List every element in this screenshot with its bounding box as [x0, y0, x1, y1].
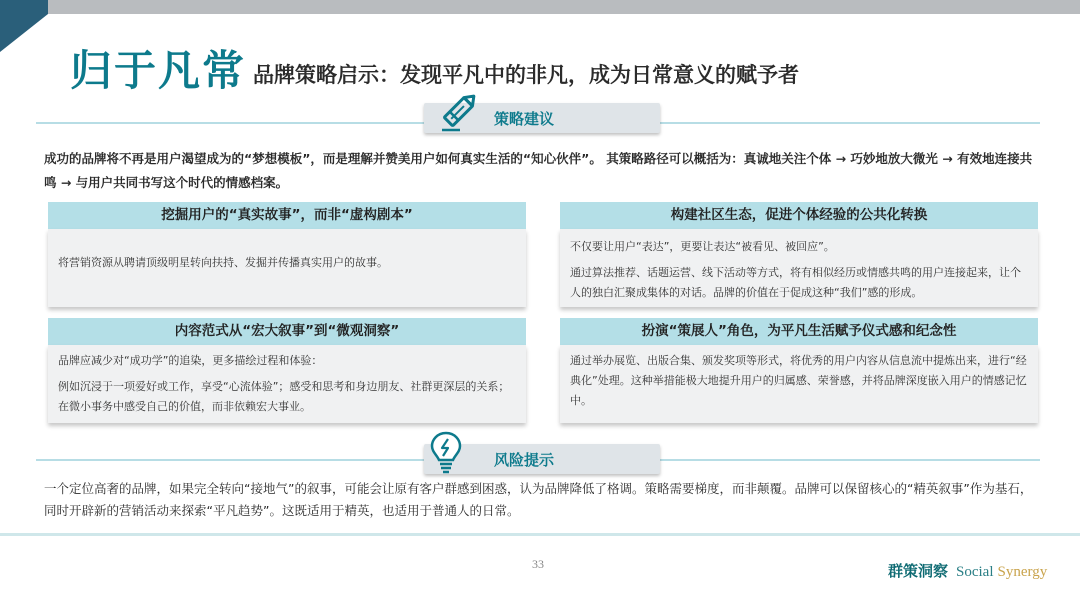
- card-title: 扮演“策展人”角色，为平凡生活赋予仪式感和纪念性: [560, 318, 1038, 345]
- strategy-card: [48, 318, 526, 423]
- card-text: 例如沉浸于一项爱好或工作，享受“心流体验”；感受和思考和身边朋友、社群更深层的关系；在微小事务中感受自己的价值，而非依赖宏大事业。: [58, 380, 510, 413]
- card-body: [560, 345, 1038, 423]
- strategy-intro: 成功的品牌将不再是用户渴望成为的“梦想模板”，而是理解并赞美用户如何真实生活的“知心伙伴”。 其策略路径可以概括为：真诚地关注个体 → 巧妙地放大微光 → 有效地连接共鸣 → 与用户共同书写这个时代的情感档案。: [44, 151, 1033, 190]
- card-body: [48, 345, 526, 423]
- strategy-section-label: 策略建议: [494, 110, 555, 128]
- pencil-icon: [436, 88, 482, 134]
- risk-section-label: 风险提示: [494, 451, 555, 469]
- strategy-card: [560, 202, 1038, 307]
- corner-decoration: [0, 0, 48, 52]
- card-text: 通过算法推荐、话题运营、线下活动等方式，将有相似经历或情感共鸣的用户连接起来，让个人的独白汇聚成集体的对话。品牌的价值在于促成这种“我们”感的形成。: [570, 266, 1021, 299]
- page-subtitle: 品牌策略启示：发现平凡中的非凡，成为日常意义的赋予者: [253, 63, 799, 87]
- strategy-card: [560, 318, 1038, 423]
- brand-name-en-2: Synergy: [997, 564, 1048, 580]
- card-title: 构建社区生态，促进个体经验的公共化转换: [560, 202, 1038, 229]
- strategy-card: [48, 202, 526, 307]
- brand-name-en-1: Social: [956, 564, 994, 580]
- card-text: 品牌应减少对“成功学”的追染，更多描绘过程和体验：: [58, 354, 323, 367]
- card-title: 内容范式从“宏大叙事”到“微观洞察”: [48, 318, 526, 345]
- top-bar: [40, 0, 1080, 14]
- lightbulb-icon: [428, 430, 464, 474]
- page-title: 归于凡常: [70, 46, 247, 95]
- card-text: 通过举办展览、出版合集、颁发奖项等形式，将优秀的用户内容从信息流中提炼出来，进行“经典化”处理。这种举措能极大地提升用户的归属感、荣誉感，并将品牌深度嵌入用户的情感记忆中。: [570, 354, 1027, 407]
- brand-logo: [888, 560, 1047, 581]
- footer-divider: [0, 533, 1080, 536]
- card-text: 不仅要让用户“表达”，更要让表达“被看见、被回应”。: [570, 240, 835, 253]
- card-title: 挖掘用户的“真实故事”，而非“虚构剧本”: [48, 202, 526, 229]
- risk-text: 一个定位高奢的品牌，如果完全转向“接地气”的叙事，可能会让原有客户群感到困惑，认为品牌降低了格调。策略需要梯度，而非颠覆。品牌可以保留核心的“精英叙事”作为基石，同时开辟新的营销活动来探索“平凡趋势”。这既适用于精英，也适用于普通人的日常。: [44, 481, 1033, 518]
- card-body: [560, 229, 1038, 307]
- card-body: [48, 229, 526, 307]
- page-number: 33: [532, 557, 544, 571]
- card-text: 将营销资源从聘请顶级明星转向扶持、发掘并传播真实用户的故事。: [58, 256, 388, 269]
- brand-name-cn: 群策洞察: [888, 562, 949, 580]
